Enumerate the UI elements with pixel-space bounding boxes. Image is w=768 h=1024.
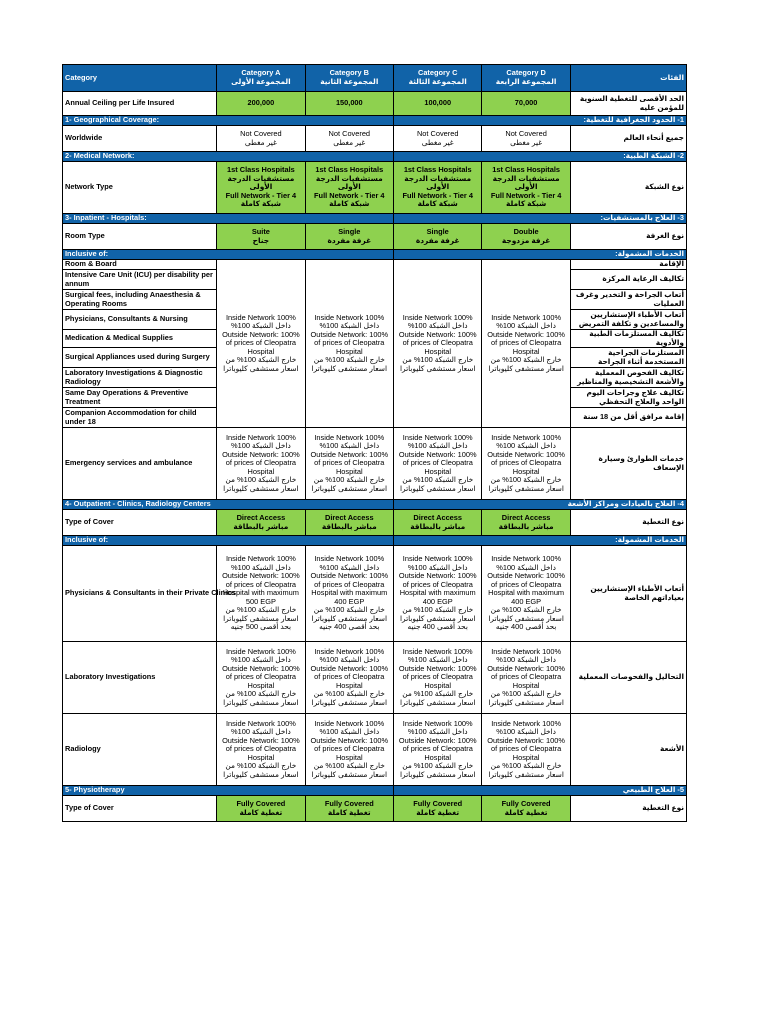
emergency-d: Inside Network 100% داخل الشبكة 100% Outside Network: 100% of prices of Cleopatra Hospital خارج الشبكة 100% من اسعار مستشفى كليوباترا	[482, 428, 570, 500]
physio-cover-label-ar: نوع التغطية	[570, 796, 686, 822]
outpatient-cover-d: Direct Access مباشر بالبطاقة	[482, 510, 570, 536]
radiology-label: Radiology	[63, 714, 217, 786]
service-label: Medication & Medical Supplies	[63, 330, 217, 348]
annual-ceiling-c: 100,000	[394, 92, 482, 116]
section-outpatient	[63, 500, 687, 510]
room-type-label-ar: نوع الغرفة	[570, 224, 686, 250]
physio-cover-b: Fully Covered تغطية كاملة	[305, 796, 393, 822]
radiology-row	[63, 714, 687, 786]
worldwide-a: Not Covered غير مغطى	[217, 126, 305, 152]
radiology-a: Inside Network 100% داخل الشبكة 100% Outside Network: 100% of prices of Cleopatra Hospital خارج الشبكة 100% من اسعار مستشفى كليوباترا	[217, 714, 305, 786]
laboratory-b: Inside Network 100% داخل الشبكة 100% Outside Network: 100% of prices of Cleopatra Hospital خارج الشبكة 100% من اسعار مستشفى كليوباترا	[305, 642, 393, 714]
laboratory-a: Inside Network 100% داخل الشبكة 100% Outside Network: 100% of prices of Cleopatra Hospital خارج الشبكة 100% من اسعار مستشفى كليوباترا	[217, 642, 305, 714]
outpatient-cover-a: Direct Access مباشر بالبطاقة	[217, 510, 305, 536]
physio-cover-a: Fully Covered تغطية كاملة	[217, 796, 305, 822]
worldwide-b: Not Covered غير مغطى	[305, 126, 393, 152]
outpatient-cover-row	[63, 510, 687, 536]
emergency-b: Inside Network 100% داخل الشبكة 100% Outside Network: 100% of prices of Cleopatra Hospital خارج الشبكة 100% من اسعار مستشفى كليوباترا	[305, 428, 393, 500]
annual-ceiling-a: 200,000	[217, 92, 305, 116]
service-label: Surgical fees, including Anaesthesia & Operating Rooms	[63, 290, 217, 310]
section-network-title: 2- Medical Network:	[63, 152, 394, 162]
service-label-ar: أتعاب الأطباء الإستشاريين والمساعدين و تكلفة التمريض	[570, 310, 686, 330]
radiology-c: Inside Network 100% داخل الشبكة 100% Outside Network: 100% of prices of Cleopatra Hospital خارج الشبكة 100% من اسعار مستشفى كليوباترا	[394, 714, 482, 786]
radiology-d: Inside Network 100% داخل الشبكة 100% Outside Network: 100% of prices of Cleopatra Hospital خارج الشبكة 100% من اسعار مستشفى كليوباترا	[482, 714, 570, 786]
section-physio	[63, 786, 687, 796]
annual-ceiling-b: 150,000	[305, 92, 393, 116]
emergency-label-ar: خدمات الطوارئ وسيارة الإسعاف	[570, 428, 686, 500]
section-geo	[63, 116, 687, 126]
outpatient-cover-label: Type of Cover	[63, 510, 217, 536]
section-inpatient-title: 3- Inpatient - Hospitals:	[63, 214, 394, 224]
private-clinics-row	[63, 546, 687, 642]
emergency-row	[63, 428, 687, 500]
header-category-b: Category B المجموعة الثانية	[305, 65, 393, 92]
annual-ceiling-label: Annual Ceiling per Life Insured	[63, 92, 217, 116]
laboratory-label-ar: التحاليل والفحوصات المعملية	[570, 642, 686, 714]
network-type-row	[63, 162, 687, 214]
service-label: Room & Board	[63, 260, 217, 270]
service-label: Companion Accommodation for child under 18	[63, 408, 217, 428]
header-category-a: Category A المجموعة الأولى	[217, 65, 305, 92]
outpatient-cover-label-ar: نوع التغطية	[570, 510, 686, 536]
service-label-ar: إقامة مرافق أقل من 18 سنة	[570, 408, 686, 428]
section-inclusive-2-title-ar: الخدمات المشمولة:	[394, 536, 687, 546]
room-type-a: Suite جناح	[217, 224, 305, 250]
network-type-label-ar: نوع الشبكة	[570, 162, 686, 214]
radiology-b: Inside Network 100% داخل الشبكة 100% Outside Network: 100% of prices of Cleopatra Hospital خارج الشبكة 100% من اسعار مستشفى كليوباترا	[305, 714, 393, 786]
worldwide-d: Not Covered غير مغطى	[482, 126, 570, 152]
physio-cover-label: Type of Cover	[63, 796, 217, 822]
private-clinics-c: Inside Network 100% داخل الشبكة 100% Outside Network: 100% of prices of Cleopatra Hospital with maximum 400 EGP خارج الشبكة 100% من اسعار مستشفى كليوباترا بحد أقصى 400 جنيه	[394, 546, 482, 642]
worldwide-c: Not Covered غير مغطى	[394, 126, 482, 152]
section-network	[63, 152, 687, 162]
service-label-ar: المستلزمات الجراحية المستخدمة أثناء الجراحة	[570, 348, 686, 368]
service-label-ar: الإقامة	[570, 260, 686, 270]
section-inclusive-1	[63, 250, 687, 260]
physio-cover-d: Fully Covered تغطية كاملة	[482, 796, 570, 822]
section-inclusive-1-title-ar: الخدمات المشمولة:	[394, 250, 687, 260]
service-label-ar: تكاليف علاج وجراحات اليوم الواحد والعلاج التحفظي	[570, 388, 686, 408]
radiology-label-ar: الأشعة	[570, 714, 686, 786]
service-label: Physicians, Consultants & Nursing	[63, 310, 217, 330]
private-clinics-label: Physicians & Consultants in their Private Clinics	[63, 546, 217, 642]
section-physio-title-ar: 5- العلاج الطبيعي	[394, 786, 687, 796]
room-type-d: Double غرفة مزدوجة	[482, 224, 570, 250]
outpatient-cover-c: Direct Access مباشر بالبطاقة	[394, 510, 482, 536]
section-inclusive-1-title: Inclusive of:	[63, 250, 394, 260]
emergency-a: Inside Network 100% داخل الشبكة 100% Outside Network: 100% of prices of Cleopatra Hospital خارج الشبكة 100% من اسعار مستشفى كليوباترا	[217, 428, 305, 500]
service-label-ar: تكاليف المستلزمات الطبية والأدوية	[570, 330, 686, 348]
inpatient-coverage-d: Inside Network 100% داخل الشبكة 100% Outside Network: 100% of prices of Cleopatra Hospital خارج الشبكة 100% من اسعار مستشفى كليوباترا	[482, 260, 570, 428]
header-category-c: Category C المجموعة الثالثة	[394, 65, 482, 92]
inpatient-coverage-b: Inside Network 100% داخل الشبكة 100% Outside Network: 100% of prices of Cleopatra Hospital خارج الشبكة 100% من اسعار مستشفى كليوباترا	[305, 260, 393, 428]
network-type-b: 1st Class Hospitals مستشفيات الدرجة الأولى Full Network - Tier 4 شبكة كاملة	[305, 162, 393, 214]
laboratory-label: Laboratory Investigations	[63, 642, 217, 714]
section-outpatient-title-ar: 4- العلاج بالعيادات ومراكز الأشعة	[394, 500, 687, 510]
emergency-c: Inside Network 100% داخل الشبكة 100% Outside Network: 100% of prices of Cleopatra Hospital خارج الشبكة 100% من اسعار مستشفى كليوباترا	[394, 428, 482, 500]
room-type-label: Room Type	[63, 224, 217, 250]
section-inclusive-2	[63, 536, 687, 546]
section-geo-title-ar: 1- الحدود الجغرافية للتغطية:	[394, 116, 687, 126]
header-row	[63, 65, 687, 92]
emergency-label: Emergency services and ambulance	[63, 428, 217, 500]
laboratory-d: Inside Network 100% داخل الشبكة 100% Outside Network: 100% of prices of Cleopatra Hospital خارج الشبكة 100% من اسعار مستشفى كليوباترا	[482, 642, 570, 714]
section-outpatient-title: 4- Outpatient - Clinics, Radiology Centers	[63, 500, 394, 510]
private-clinics-label-ar: أتعاب الأطباء الإستشاريين بعياداتهم الخاصة	[570, 546, 686, 642]
service-row	[63, 260, 687, 270]
annual-ceiling-label-ar: الحد الأقصى للتغطية السنوية للمؤمن عليه	[570, 92, 686, 116]
private-clinics-a: Inside Network 100% داخل الشبكة 100% Outside Network: 100% of prices of Cleopatra Hospital with maximum 500 EGP خارج الشبكة 100% من اسعار مستشفى كليوباترا بحد أقصى 500 جنيه	[217, 546, 305, 642]
network-type-a: 1st Class Hospitals مستشفيات الدرجة الأولى Full Network - Tier 4 شبكة كاملة	[217, 162, 305, 214]
worldwide-label-ar: جميع أنحاء العالم	[570, 126, 686, 152]
laboratory-c: Inside Network 100% داخل الشبكة 100% Outside Network: 100% of prices of Cleopatra Hospital خارج الشبكة 100% من اسعار مستشفى كليوباترا	[394, 642, 482, 714]
service-label-ar: تكاليف الرعاية المركزة	[570, 270, 686, 290]
section-geo-title: 1- Geographical Coverage:	[63, 116, 394, 126]
service-label: Same Day Operations & Preventive Treatment	[63, 388, 217, 408]
worldwide-label: Worldwide	[63, 126, 217, 152]
private-clinics-b: Inside Network 100% داخل الشبكة 100% Outside Network: 100% of prices of Cleopatra Hospital with maximum 400 EGP خارج الشبكة 100% من اسعار مستشفى كليوباترا بحد أقصى 400 جنيه	[305, 546, 393, 642]
section-inclusive-2-title: Inclusive of:	[63, 536, 394, 546]
benefits-table	[62, 64, 687, 822]
annual-ceiling-d: 70,000	[482, 92, 570, 116]
section-network-title-ar: 2- الشبكة الطبية:	[394, 152, 687, 162]
outpatient-cover-b: Direct Access مباشر بالبطاقة	[305, 510, 393, 536]
section-physio-title: 5- Physiotherapy	[63, 786, 394, 796]
network-type-c: 1st Class Hospitals مستشفيات الدرجة الأولى Full Network - Tier 4 شبكة كاملة	[394, 162, 482, 214]
annual-ceiling-row	[63, 92, 687, 116]
room-type-c: Single غرفة مفردة	[394, 224, 482, 250]
service-label-ar: تكاليف الفحوص المعملية والأشعة التشخيصية والمناظير	[570, 368, 686, 388]
service-label: Surgical Appliances used during Surgery	[63, 348, 217, 368]
inpatient-coverage-c: Inside Network 100% داخل الشبكة 100% Outside Network: 100% of prices of Cleopatra Hospital خارج الشبكة 100% من اسعار مستشفى كليوباترا	[394, 260, 482, 428]
room-type-row	[63, 224, 687, 250]
header-category-label: Category	[63, 65, 217, 92]
physio-cover-row	[63, 796, 687, 822]
private-clinics-d: Inside Network 100% داخل الشبكة 100% Outside Network: 100% of prices of Cleopatra Hospital with maximum 400 EGP خارج الشبكة 100% من اسعار مستشفى كليوباترا بحد أقصى 400 جنيه	[482, 546, 570, 642]
service-label: Laboratory Investigations & Diagnostic Radiology	[63, 368, 217, 388]
physio-cover-c: Fully Covered تغطية كاملة	[394, 796, 482, 822]
worldwide-row	[63, 126, 687, 152]
room-type-b: Single غرفة مفردة	[305, 224, 393, 250]
header-category-label-ar: الفئات	[570, 65, 686, 92]
network-type-d: 1st Class Hospitals مستشفيات الدرجة الأولى Full Network - Tier 4 شبكة كاملة	[482, 162, 570, 214]
service-label: Intensive Care Unit (ICU) per disability per annum	[63, 270, 217, 290]
laboratory-row	[63, 642, 687, 714]
section-inpatient-title-ar: 3- العلاج بالمستشفيات:	[394, 214, 687, 224]
network-type-label: Network Type	[63, 162, 217, 214]
header-category-d: Category D المجموعة الرابعة	[482, 65, 570, 92]
section-inpatient	[63, 214, 687, 224]
service-label-ar: أتعاب الجراحة و التخدير وغرف العمليات	[570, 290, 686, 310]
inpatient-coverage-a: Inside Network 100% داخل الشبكة 100% Outside Network: 100% of prices of Cleopatra Hospital خارج الشبكة 100% من اسعار مستشفى كليوباترا	[217, 260, 305, 428]
